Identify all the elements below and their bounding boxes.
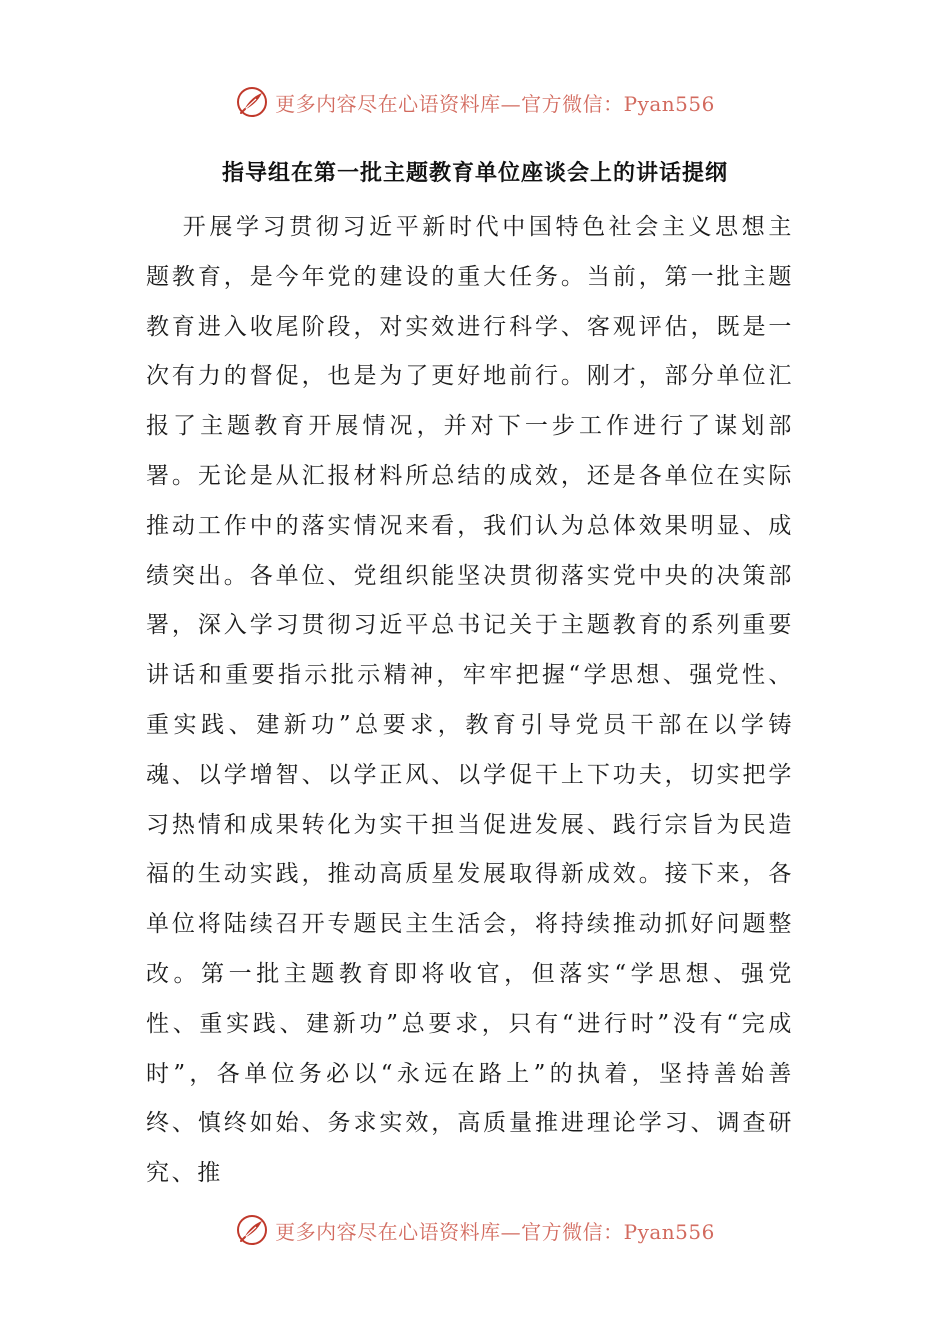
watermark-header (0, 82, 950, 122)
body-paragraph: 开展学习贯彻习近平新时代中国特色社会主义思想主题教育，是今年党的建设的重大任务。当前，第一批主题教育进入收尾阶段，对实效进行科学、客观评估，既是一次有力的督促，也是为了更好地前行。刚才，部分单位汇报了主题教育开展情况，并对下一步工作进行了谋划部署。无论是从汇报材料所总结的成效，还是各单位在实际推动工作中的落实情况来看，我们认为总体效果明显、成绩突出。各单位、党组织能坚决贯彻落实党中央的决策部署，深入学习贯彻习近平总书记关于主题教育的系列重要讲话和重要指示批示精神，牢牢把握“学思想、强党性、重实践、建新功”总要求，教育引导党员干部在以学铸魂、以学增智、以学正风、以学促干上下功夫，切实把学习热情和成果转化为实干担当促进发展、践行宗旨为民造福的生动实践，推动高质星发展取得新成效。接下来，各单位将陆续召开专题民主生活会，将持续推动抓好问题整改。第一批主题教育即将收官，但落实“学思想、强党性、重实践、建新功”总要求，只有“进行时”没有“完成时”，各单位务必以“永远在路上”的执着，坚持善始善终、慎终如始、务求实效，高质量推进理论学习、调查研究、推 (146, 214, 794, 1187)
watermark-text: 更多内容尽在心语资料库—官方微信：Pyan556 (275, 1219, 715, 1244)
watermark-footer (0, 1210, 950, 1250)
document-title: 指导组在第一批主题教育单位座谈会上的讲话提纲 (221, 161, 728, 186)
watermark-text: 更多内容尽在心语资料库—官方微信：Pyan556 (275, 91, 715, 116)
feather-pen-circle-icon (235, 1213, 269, 1247)
feather-pen-circle-icon (235, 85, 269, 119)
